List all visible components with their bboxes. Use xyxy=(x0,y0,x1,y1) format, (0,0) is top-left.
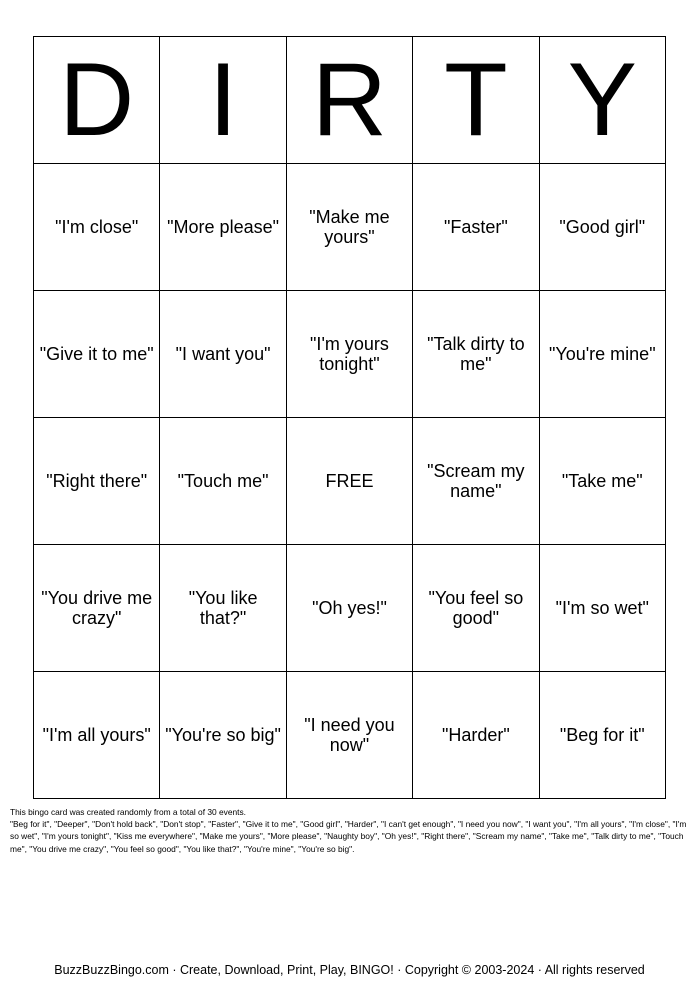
header-letter: D xyxy=(34,37,160,164)
grid-row xyxy=(34,291,666,418)
bingo-cell: "Harder" xyxy=(413,672,539,799)
grid-row xyxy=(34,418,666,545)
bingo-cell: "I'm all yours" xyxy=(34,672,160,799)
bingo-cell: "You're so big" xyxy=(160,672,286,799)
bingo-cell: "Touch me" xyxy=(160,418,286,545)
bingo-cell: "Talk dirty to me" xyxy=(413,291,539,418)
header-letter: T xyxy=(413,37,539,164)
bingo-cell: "Right there" xyxy=(34,418,160,545)
bingo-cell: "Faster" xyxy=(413,164,539,291)
grid-row xyxy=(34,672,666,799)
bingo-cell: "Oh yes!" xyxy=(286,545,412,672)
note-events: "Beg for it", "Deeper", "Don't hold back", "Don't stop", "Faster", "Give it to me", "Good girl", "Harder", "I can't get enough", "I need you now", "I want you", "I'm all yours", "I'm close", "I'm so wet", "I'm yours tonight", "Kiss me everywhere", "Make me yours", "More please", "Naughty boy", "Oh yes!", "Right there", "Scream my name", "Take me", "Talk dirty to me", "Touch me", "You drive me crazy", "You feel so good", "You like that?", "You're mine", "You're so big". xyxy=(10,819,687,854)
bingo-cell: "I'm close" xyxy=(34,164,160,291)
event-list-note xyxy=(10,806,692,855)
bingo-cell: "I'm so wet" xyxy=(539,545,665,672)
bingo-cell: "You're mine" xyxy=(539,291,665,418)
header-letter: I xyxy=(160,37,286,164)
bingo-cell: "Beg for it" xyxy=(539,672,665,799)
grid-row xyxy=(34,545,666,672)
header-letter: R xyxy=(286,37,412,164)
grid-row xyxy=(34,164,666,291)
bingo-cell: "I want you" xyxy=(160,291,286,418)
bingo-cell: "I need you now" xyxy=(286,672,412,799)
bingo-cell: "I'm yours tonight" xyxy=(286,291,412,418)
header-letter: Y xyxy=(539,37,665,164)
bingo-cell: "Scream my name" xyxy=(413,418,539,545)
bingo-cell: "Make me yours" xyxy=(286,164,412,291)
bingo-cell: "More please" xyxy=(160,164,286,291)
note-intro: This bingo card was created randomly from a total of 30 events. xyxy=(10,807,247,817)
bingo-cell: "You drive me crazy" xyxy=(34,545,160,672)
bingo-cell: "Give it to me" xyxy=(34,291,160,418)
bingo-cell: "You feel so good" xyxy=(413,545,539,672)
free-cell: FREE xyxy=(286,418,412,545)
footer-copyright: BuzzBuzzBingo.com · Create, Download, Print, Play, BINGO! · Copyright © 2003-2024 · All rights reserved xyxy=(54,963,645,977)
bingo-card xyxy=(33,36,666,799)
header-row xyxy=(34,37,666,164)
bingo-cell: "Take me" xyxy=(539,418,665,545)
bingo-cell: "Good girl" xyxy=(539,164,665,291)
bingo-cell: "You like that?" xyxy=(160,545,286,672)
